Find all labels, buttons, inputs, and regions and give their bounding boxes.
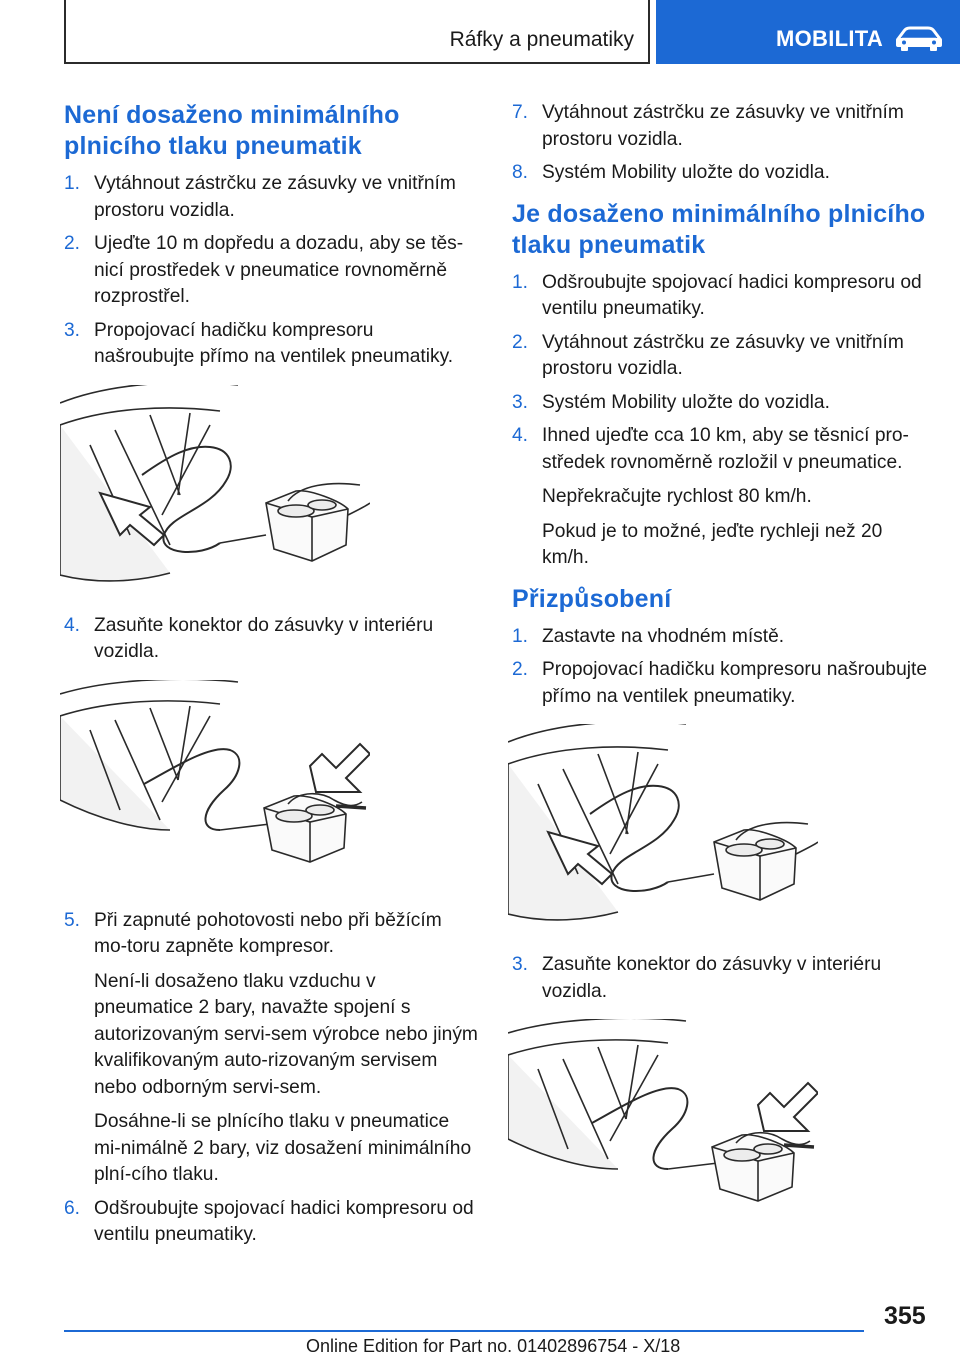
step-item: [64, 613, 478, 666]
step-text: Při zapnuté pohotovosti nebo při běžícím mo-toru zapněte kompresor.: [94, 909, 442, 957]
step-item: [512, 390, 928, 417]
step-note: Dosáhne-li se plnícího tlaku v pneumatice mi-nimálně 2 bary, viz dosažení minimálního plní-cího tlaku.: [94, 1111, 472, 1185]
step-note: Není-li dosaženo tlaku vzduchu v pneumatice 2 bary, navažte spojení s autorizovaným servi-sem výrobce nebo jiným kvalifikovaným auto-rizovaným servisem nebo odborným servi-sem.: [94, 970, 478, 1098]
section-title: Ráfky a pneumatiky: [449, 28, 634, 51]
illustration-valve-connect: [60, 385, 370, 595]
step-text: Vytáhnout zástrčku ze zásuvky ve vnitřním prostoru vozidla.: [94, 173, 456, 221]
chapter-tab: [656, 0, 960, 64]
step-number: 4.: [512, 425, 529, 446]
step-item: [64, 231, 478, 311]
step-text: Propojovací hadičku kompresoru našroubujte přímo na ventilek pneumatiky.: [94, 319, 454, 367]
car-icon: [892, 26, 946, 52]
step-number: 1.: [512, 625, 529, 647]
wheel-compressor-valve-illustration: [60, 385, 370, 595]
illustration-plug-socket-2: [508, 1019, 818, 1229]
step-text: Ihned ujeďte cca 10 km, aby se těsnicí pro-středek rovnoměrně rozložil v pneumatice.: [542, 425, 909, 473]
step-number: 4.: [64, 614, 81, 636]
step-number: 3.: [64, 319, 81, 341]
step-item: [64, 318, 478, 371]
step-text: Zasuňte konektor do zásuvky v interiéru vozidla.: [542, 954, 882, 1002]
step-number: 2.: [512, 331, 529, 353]
step-number: 8.: [512, 162, 529, 183]
heading-adjust: Přizpůsobení: [512, 584, 672, 613]
step-item: [512, 270, 928, 323]
step-text: Ujeďte 10 m dopředu a dozadu, aby se těs-nicí prostředek v pneumatice rovnoměrně rozprostřel.: [94, 233, 464, 307]
step-text: Systém Mobility uložte do vozidla.: [542, 391, 830, 413]
step-item: [64, 1196, 478, 1249]
step-text: Zastavte na vhodném místě.: [542, 625, 785, 647]
chapter-tab-label: MOBILITA: [776, 26, 884, 51]
step-item: [64, 171, 478, 224]
step-number: 3.: [512, 391, 529, 413]
step-item: [512, 657, 928, 710]
step-text: Zasuňte konektor do zásuvky v interiéru vozidla.: [94, 614, 434, 662]
step-text: Vytáhnout zástrčku ze zásuvky ve vnitřním prostoru vozidla.: [542, 331, 904, 379]
illustration-valve-connect-2: [508, 724, 818, 934]
step-item: [512, 624, 928, 651]
edition-note: Online Edition for Part no. 01402896754 - X/18: [306, 1336, 681, 1356]
running-header: [64, 0, 650, 64]
step-note: Nepřekračujte rychlost 80 km/h.: [542, 486, 812, 507]
step-note: Pokud je to možné, jeďte rychleji než 20 km/h.: [542, 520, 883, 568]
step-text: Odšroubujte spojovací hadici kompresoru od ventilu pneumatiky.: [94, 1197, 474, 1245]
left-column: [64, 100, 478, 1256]
illustration-plug-socket: [60, 680, 370, 890]
footer-divider: [64, 1330, 864, 1332]
step-item: [64, 908, 478, 1189]
wheel-compressor-plug-illustration: [60, 680, 370, 890]
heading-not-reached: Není dosaženo minimálního plnicího tlaku pneumatik: [64, 101, 400, 160]
step-number: 1.: [64, 173, 81, 194]
wheel-compressor-plug-illustration: [508, 1019, 818, 1229]
heading-reached: Je dosaženo minimálního plnicího tlaku pneumatik: [512, 199, 926, 259]
step-item: [512, 952, 928, 1005]
step-number: 2.: [64, 233, 81, 254]
step-item: [512, 423, 928, 572]
step-item: [512, 330, 928, 383]
step-text: Systém Mobility uložte do vozidla.: [542, 162, 830, 183]
step-number: 2.: [512, 659, 529, 680]
step-number: 1.: [512, 271, 529, 293]
step-number: 6.: [64, 1197, 81, 1219]
wheel-compressor-valve-illustration: [508, 724, 818, 934]
step-item: [512, 160, 928, 187]
right-column: [512, 100, 928, 1247]
page-number: 355: [884, 1302, 926, 1330]
step-text: Odšroubujte spojovací hadici kompresoru od ventilu pneumatiky.: [542, 271, 922, 319]
step-text: Vytáhnout zástrčku ze zásuvky ve vnitřním prostoru vozidla.: [542, 102, 904, 150]
step-item: [512, 100, 928, 153]
step-number: 3.: [512, 954, 529, 975]
step-number: 5.: [64, 909, 81, 931]
step-number: 7.: [512, 102, 529, 123]
step-text: Propojovací hadičku kompresoru našroubujte přímo na ventilek pneumatiky.: [542, 659, 928, 707]
